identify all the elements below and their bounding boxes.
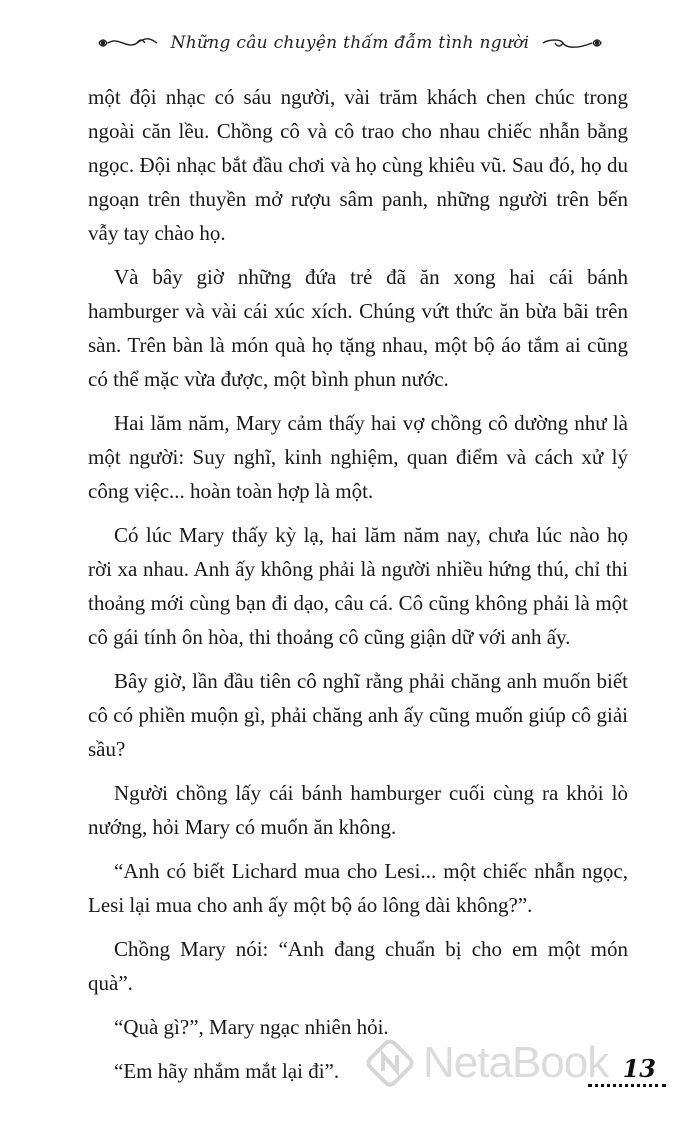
paragraph: “Quà gì?”, Mary ngạc nhiên hỏi. bbox=[114, 1015, 389, 1039]
paragraph: “Em hãy nhắm mắt lại đi”. bbox=[114, 1059, 340, 1083]
paragraph: Bây giờ, lần đầu tiên cô nghĩ rằng phải chăng anh muốn biết cô có phiền muộn gì, phải chăng anh ấy cũng muốn giúp cô giải sầu? bbox=[88, 669, 628, 761]
flourish-ornament-icon bbox=[97, 33, 159, 53]
page-number: 13 bbox=[622, 1054, 656, 1083]
running-header bbox=[0, 28, 700, 58]
watermark bbox=[365, 1038, 608, 1088]
body-text bbox=[88, 80, 628, 1098]
paragraph: một đội nhạc có sáu người, vài trăm khách chen chúc trong ngoài căn lều. Chồng cô và cô trao cho nhau chiếc nhẫn bằng ngọc. Đội nhạc bắt đầu chơi và họ cùng khiêu vũ. Sau đó, họ du ngoạn trên thuyền mở rượu sâm panh, những người trên bến vẫy tay chào họ. bbox=[88, 85, 628, 245]
paragraph: Và bây giờ những đứa trẻ đã ăn xong hai cái bánh hamburger và vài cái xúc xích. Chúng vứt thức ăn bừa bãi trên sàn. Trên bàn là món quà họ tặng nhau, một bộ áo tắm ai cũng có thể mặc vừa được, một bình phun nước. bbox=[88, 265, 628, 391]
netabook-logo-icon bbox=[365, 1038, 415, 1088]
paragraph: Hai lăm năm, Mary cảm thấy hai vợ chồng cô dường như là một người: Suy nghĩ, kinh nghiệm, quan điểm và cách xử lý công việc... hoàn toàn hợp là một. bbox=[88, 411, 628, 503]
paragraph: “Anh có biết Lichard mua cho Lesi... một chiếc nhẫn ngọc, Lesi lại mua cho anh ấy một bộ áo lông dài không?”. bbox=[88, 859, 628, 917]
flourish-ornament-icon bbox=[541, 33, 603, 53]
footer-dotted-rule bbox=[588, 1082, 666, 1087]
paragraph: Có lúc Mary thấy kỳ lạ, hai lăm năm nay, chưa lúc nào họ rời xa nhau. Anh ấy không phải là người nhiều hứng thú, chỉ thi thoảng mới cùng bạn đi dạo, câu cá. Cô cũng không phải là một cô gái tính ôn hòa, thi thoảng cô cũng giận dữ với anh ấy. bbox=[88, 523, 628, 649]
paragraph: Chồng Mary nói: “Anh đang chuẩn bị cho em một món quà”. bbox=[88, 937, 628, 995]
running-header-title: Những câu chuyện thấm đẫm tình người bbox=[170, 33, 530, 53]
watermark-text: NetaBook bbox=[423, 1038, 609, 1087]
paragraph: Người chồng lấy cái bánh hamburger cuối cùng ra khỏi lò nướng, hỏi Mary có muốn ăn không. bbox=[88, 781, 628, 839]
